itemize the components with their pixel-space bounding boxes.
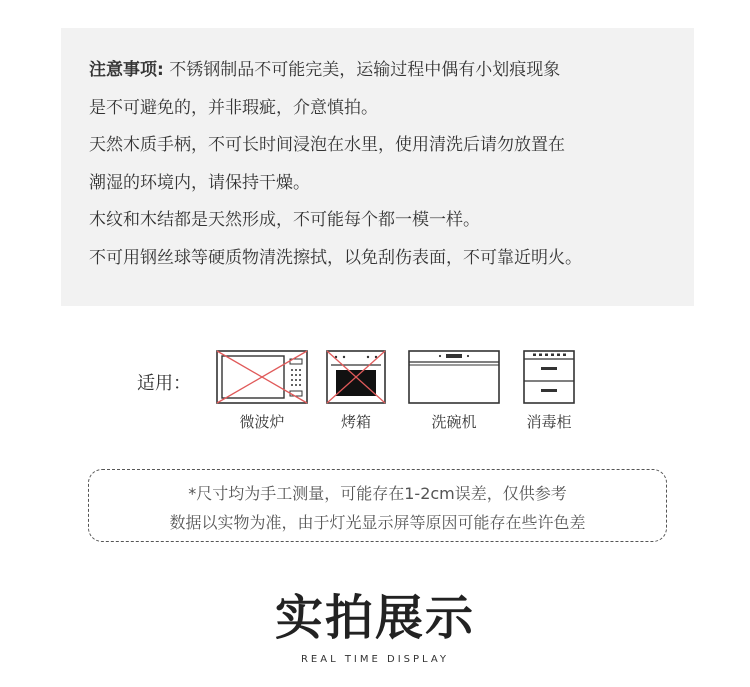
appliance-microwave bbox=[214, 350, 310, 432]
section-subtitle: REAL TIME DISPLAY bbox=[300, 654, 450, 665]
notice-line: 木纹和木结都是天然形成，不可能每个都一模一样。 bbox=[89, 210, 480, 230]
appliances-label: 适用： bbox=[137, 373, 191, 394]
appliance-name: 洗碗机 bbox=[431, 413, 477, 431]
appliance-sterilizer-cabinet bbox=[518, 350, 580, 432]
disclaimer-box bbox=[88, 469, 667, 542]
disclaimer-line: *尺寸均为手工测量，可能存在1-2cm误差，仅供参考 bbox=[188, 484, 567, 503]
notice-label: 注意事项: bbox=[89, 60, 164, 80]
notice-line: 潮湿的环境内，请保持干燥。 bbox=[89, 172, 310, 193]
notice-panel bbox=[61, 28, 694, 306]
sterilizer-cabinet-icon bbox=[523, 350, 575, 404]
oven-icon bbox=[326, 350, 386, 404]
appliance-oven bbox=[323, 350, 389, 432]
microwave-icon bbox=[216, 350, 308, 404]
notice-line: 不可用钢丝球等硬质物清洗擦拭，以免刮伤表面，不可靠近明火。 bbox=[89, 247, 582, 268]
notice-line: 天然木质手柄，不可长时间浸泡在水里，使用清洗后请勿放置在 bbox=[89, 135, 565, 155]
disclaimer-line: 数据以实物为准，由于灯光显示屏等原因可能存在些许色差 bbox=[169, 513, 586, 532]
notice-line: 注意事项: 不锈钢制品不可能完美，运输过程中偶有小划痕现象 bbox=[89, 60, 561, 80]
section-title: 实拍展示 bbox=[274, 590, 475, 646]
appliance-name: 微波炉 bbox=[239, 413, 285, 431]
appliance-name: 烤箱 bbox=[340, 413, 371, 431]
notice-line: 是不可避免的，并非瑕疵，介意慎拍。 bbox=[89, 97, 378, 118]
appliance-name: 消毒柜 bbox=[526, 413, 572, 431]
dishwasher-icon bbox=[408, 350, 500, 404]
appliance-dishwasher bbox=[406, 350, 502, 432]
